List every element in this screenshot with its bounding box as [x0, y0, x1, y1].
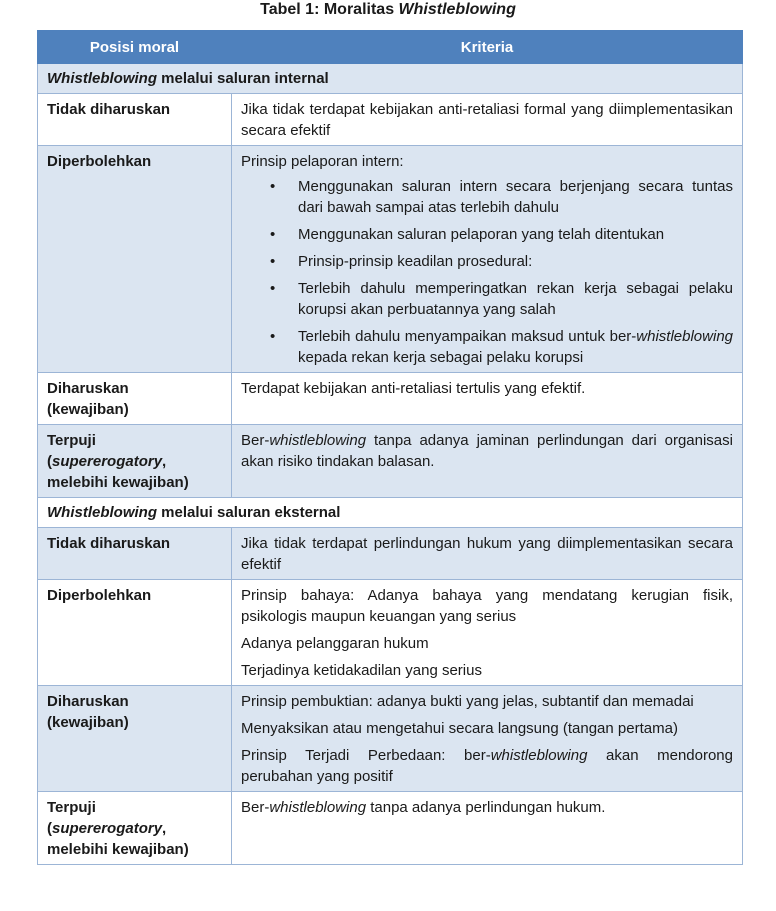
table-row: [38, 373, 743, 425]
criteria-text: Menyaksikan atau mengetahui secara langsung (tangan pertama): [241, 720, 678, 737]
label-tidak-diharuskan-external: Tidak diharuskan: [38, 528, 232, 580]
section-internal: [38, 64, 743, 94]
section-internal-rest: melalui saluran internal: [157, 70, 329, 87]
criteria-terpuji-external: [232, 792, 743, 865]
text-pre: Prinsip Terjadi Perbedaan: ber-: [241, 747, 491, 764]
criteria-text: [241, 430, 733, 472]
list-item: • Menggunakan saluran intern secara berjenjang secara tuntas dari bawah sampai atas terlebih dahulu: [298, 176, 733, 218]
criteria-diperbolehkan-external: [232, 580, 743, 686]
label-diharuskan-external: [38, 686, 232, 792]
table-row: [38, 425, 743, 498]
criteria-tidak-diharuskan-internal: [232, 94, 743, 146]
criteria-text: [241, 745, 733, 787]
label-line1: Terpuji: [47, 432, 96, 449]
text-post: tanpa adanya perlindungan hukum.: [366, 799, 606, 816]
label-diharuskan-internal: [38, 373, 232, 425]
list-item: • Prinsip-prinsip keadilan prosedural:: [298, 251, 733, 272]
list-item: • Terlebih dahulu memperingatkan rekan kerja sebagai pelaku korupsi akan perbuatannya yang salah: [298, 278, 733, 320]
table-row: [38, 146, 743, 373]
criteria-terpuji-internal: [232, 425, 743, 498]
table-header-row: [38, 31, 743, 64]
bullet-text-italic: whistleblowing: [636, 328, 733, 345]
section-row-external: [38, 498, 743, 528]
table-row: [38, 528, 743, 580]
table-row: [38, 94, 743, 146]
list-item: [298, 326, 733, 368]
criteria-text: Adanya pelanggaran hukum: [241, 635, 429, 652]
section-internal-italic: Whistleblowing: [47, 70, 157, 87]
label-italic: supererogatory: [52, 453, 163, 470]
section-external-italic: Whistleblowing: [47, 504, 157, 521]
section-external: [38, 498, 743, 528]
header-kriteria: Kriteria: [232, 31, 743, 64]
label-line3: melebihi kewajiban): [47, 474, 189, 491]
text-pre: Ber-: [241, 799, 270, 816]
label-tidak-diharuskan-internal: Tidak diharuskan: [38, 94, 232, 146]
criteria-diharuskan-external: [232, 686, 743, 792]
criteria-text: Terdapat kebijakan anti-retaliasi tertulis yang efektif.: [241, 380, 586, 397]
label-diperbolehkan-external: Diperbolehkan: [38, 580, 232, 686]
table-caption: [0, 0, 776, 20]
label-terpuji-internal: Terpuji (supererogatory, melebihi kewajiban): [38, 425, 232, 498]
list-item: • Menggunakan saluran pelaporan yang telah ditentukan: [298, 224, 733, 245]
criteria-diperbolehkan-internal: [232, 146, 743, 373]
criteria-diharuskan-internal: [232, 373, 743, 425]
section-external-rest: melalui saluran eksternal: [157, 504, 341, 521]
label-line1: Terpuji: [47, 799, 96, 816]
label-diperbolehkan-internal: Diperbolehkan: [38, 146, 232, 373]
criteria-bullet-list: [241, 176, 733, 368]
table-row: [38, 686, 743, 792]
label-italic: supererogatory: [52, 820, 163, 837]
label-line1: Diharuskan: [47, 380, 129, 397]
caption-prefix: Tabel 1: Moralitas: [260, 1, 399, 18]
bullet-text-post: kepada rekan kerja sebagai pelaku korupsi: [298, 349, 584, 366]
text-italic: whistleblowing: [269, 432, 367, 449]
text-post: akan mendorong perubahan yang positif: [241, 747, 733, 785]
criteria-text: Jika tidak terdapat perlindungan hukum yang diimplementasikan secara efektif: [241, 535, 733, 573]
criteria-text: Jika tidak terdapat kebijakan anti-retaliasi formal yang diimplementasikan secara efektif: [241, 101, 733, 139]
table-row: [38, 792, 743, 865]
label-terpuji-external: Terpuji (supererogatory, melebihi kewajiban): [38, 792, 232, 865]
section-row-internal: [38, 64, 743, 94]
criteria-intro: Prinsip pelaporan intern:: [241, 153, 404, 170]
bullet-text-pre: Terlebih dahulu menyampaikan maksud untuk ber-: [298, 328, 637, 345]
caption-italic: Whistleblowing: [398, 1, 516, 18]
criteria-tidak-diharuskan-external: [232, 528, 743, 580]
label-line1: Diharuskan: [47, 693, 129, 710]
text-italic: whistleblowing: [269, 799, 367, 816]
header-posisi-moral: Posisi moral: [38, 31, 232, 64]
criteria-text: [241, 797, 733, 818]
criteria-text: Prinsip pembuktian: adanya bukti yang jelas, subtantif dan memadai: [241, 693, 694, 710]
table-row: [38, 580, 743, 686]
criteria-text: Prinsip bahaya: Adanya bahaya yang mendatang kerugian fisik, psikologis maupun keuangan yang serius: [241, 587, 733, 625]
label-line2: (kewajiban): [47, 401, 129, 418]
label-line3: melebihi kewajiban): [47, 841, 189, 858]
morality-table: [37, 30, 743, 865]
text-post: tanpa adanya jaminan perlindungan dari organisasi akan risiko tindakan balasan.: [241, 432, 733, 470]
label-line2: (kewajiban): [47, 714, 129, 731]
text-pre: Ber-: [241, 432, 270, 449]
criteria-text: Terjadinya ketidakadilan yang serius: [241, 662, 482, 679]
text-italic: whistleblowing: [490, 747, 588, 764]
